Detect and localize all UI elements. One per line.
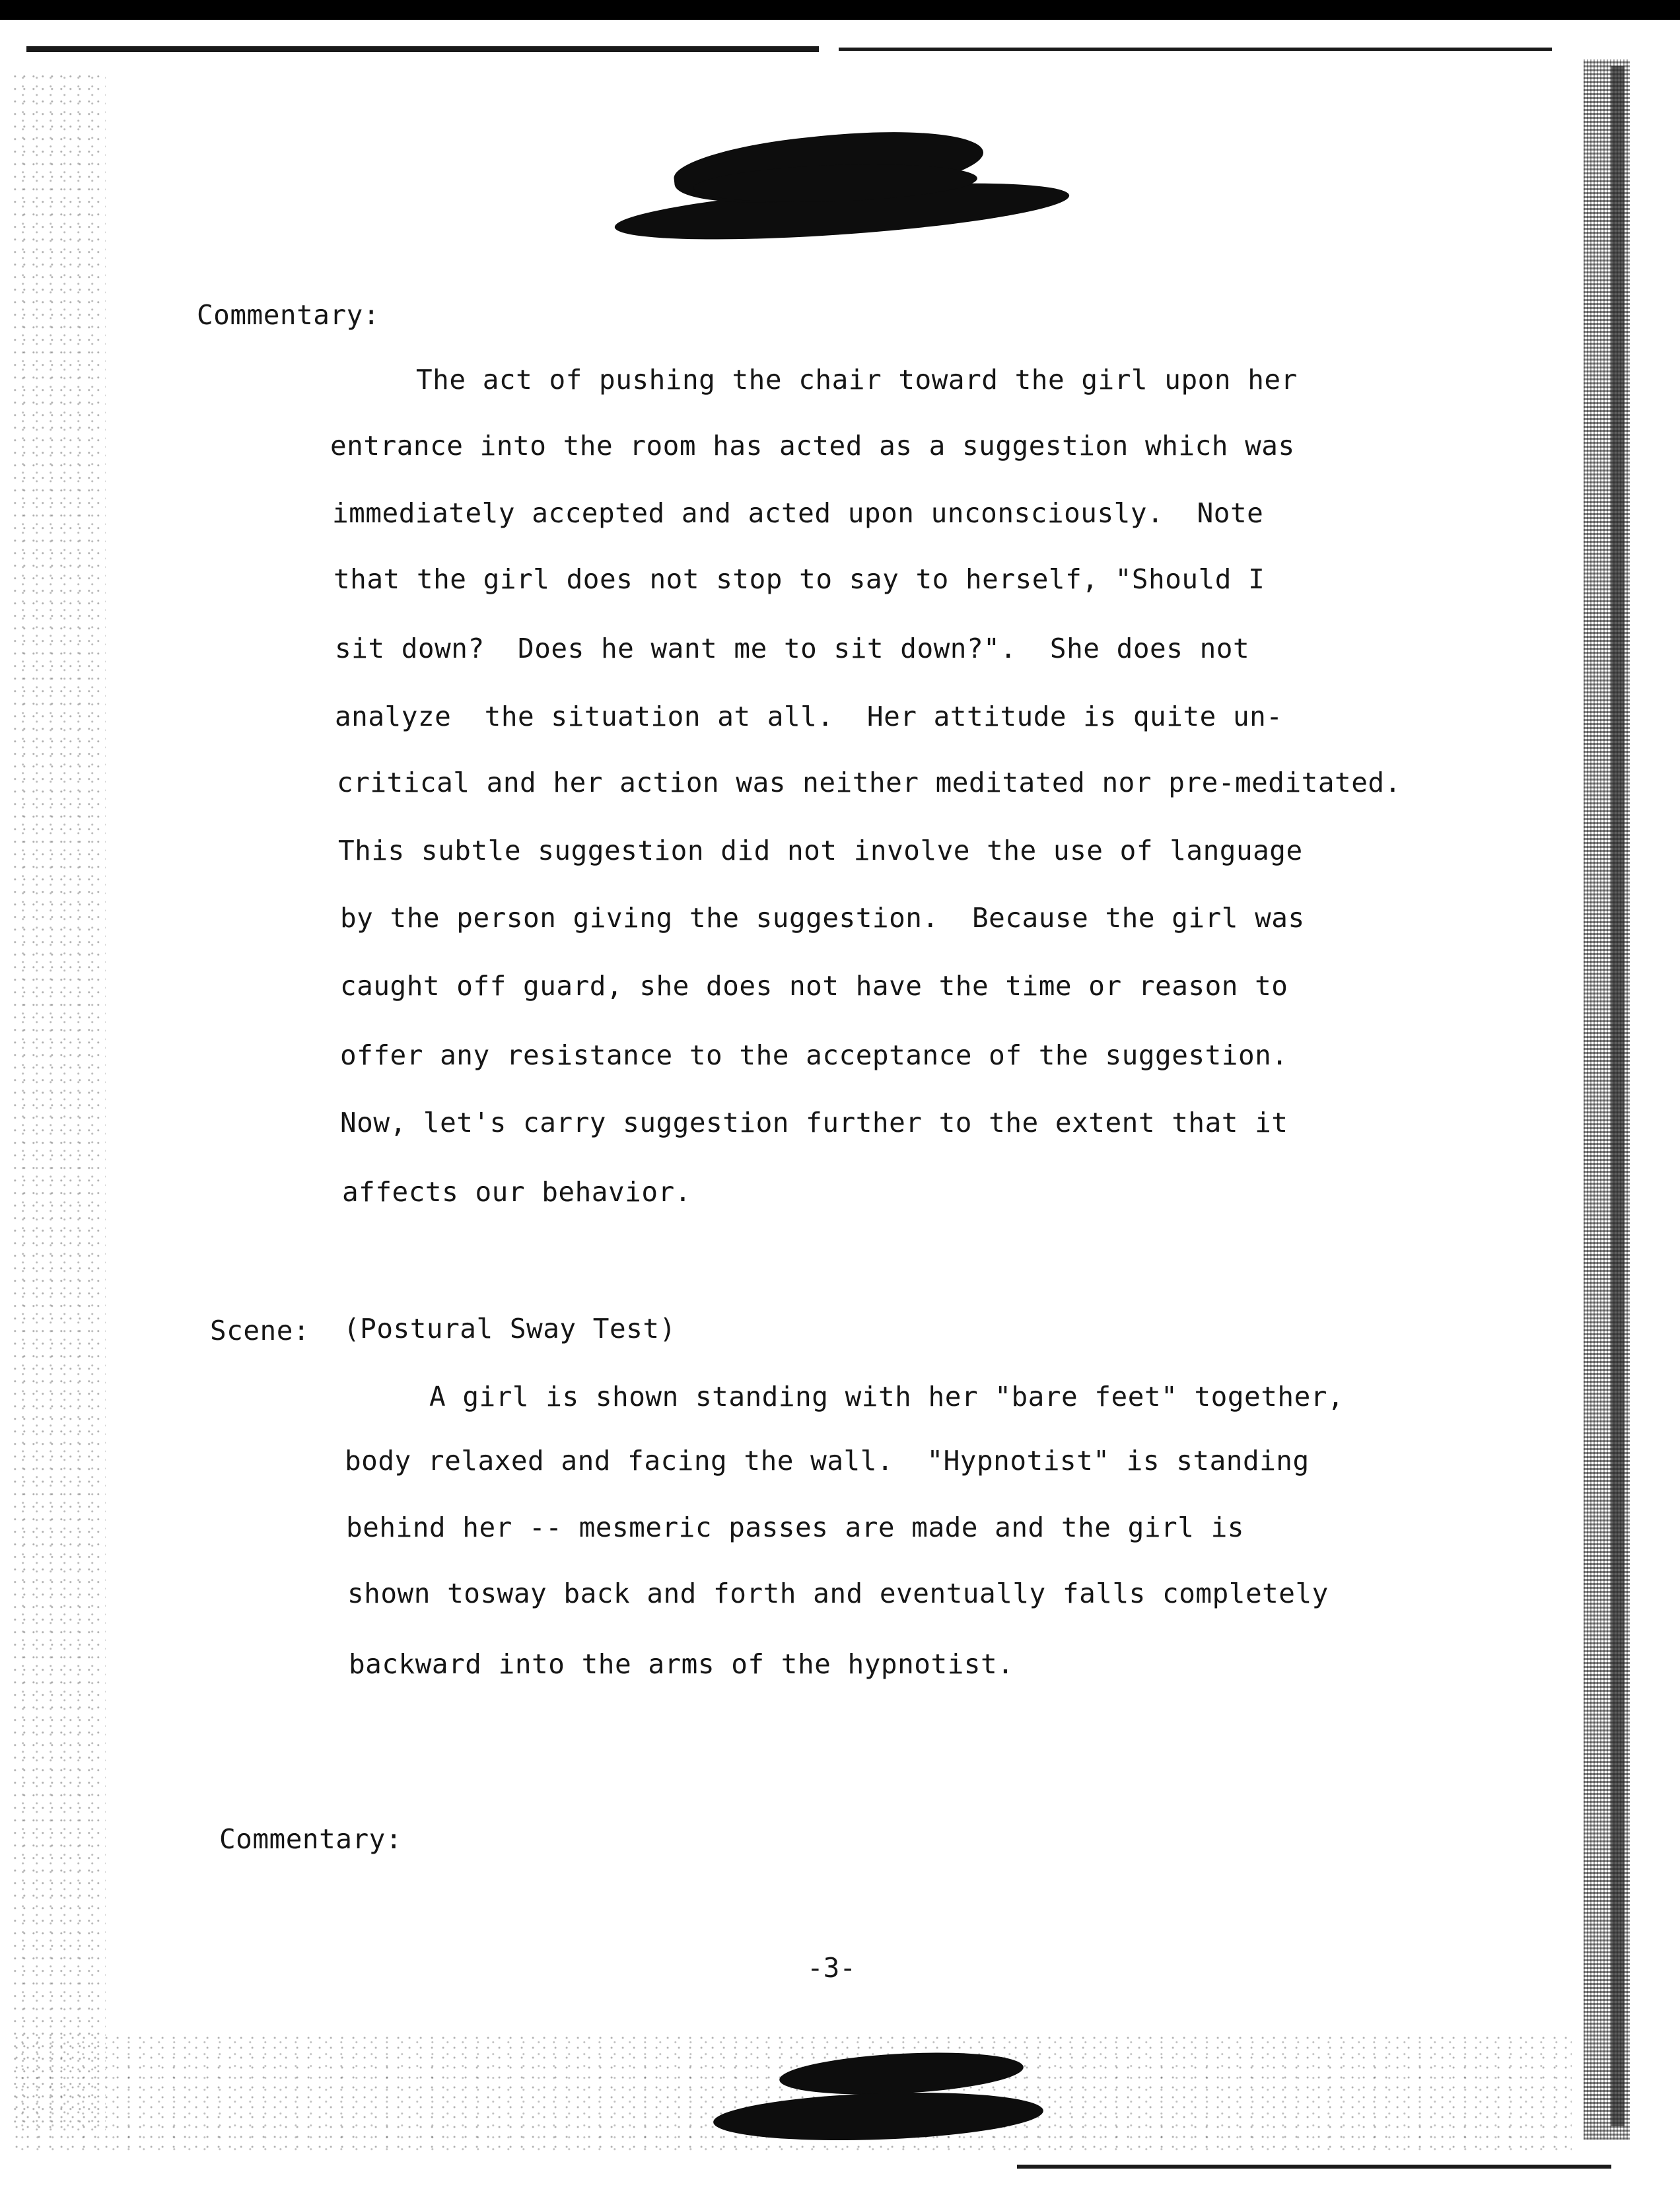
page-number: -3- bbox=[807, 1952, 857, 1984]
paragraph-line: critical and her action was neither meditated nor pre-meditated. bbox=[337, 767, 1401, 798]
paragraph-line: backward into the arms of the hypnotist. bbox=[349, 1648, 1014, 1680]
paragraph-line: The act of pushing the chair toward the girl upon her bbox=[416, 364, 1298, 396]
paragraph-line: caught off guard, she does not have the time or reason to bbox=[340, 970, 1288, 1002]
paragraph-line: Now, let's carry suggestion further to the extent that it bbox=[340, 1107, 1288, 1138]
paragraph-line: shown tosway back and forth and eventually falls completely bbox=[347, 1578, 1329, 1609]
paragraph-line: This subtle suggestion did not involve the use of language bbox=[338, 835, 1303, 866]
paragraph-line: sit down? Does he want me to sit down?". She does not bbox=[335, 633, 1250, 664]
paragraph-line: entrance into the room has acted as a suggestion which was bbox=[330, 430, 1295, 462]
scene-heading: Scene: bbox=[210, 1315, 310, 1346]
paragraph-line: A girl is shown standing with her "bare feet" together, bbox=[429, 1381, 1345, 1412]
paragraph-line: analyze the situation at all. Her attitude is quite un- bbox=[335, 701, 1283, 732]
commentary-heading: Commentary: bbox=[197, 299, 380, 331]
commentary-heading: Commentary: bbox=[219, 1823, 403, 1855]
paragraph-line: affects our behavior. bbox=[342, 1176, 691, 1208]
paragraph-line: behind her -- mesmeric passes are made and the girl is bbox=[346, 1512, 1244, 1543]
paragraph-line: offer any resistance to the acceptance of the suggestion. bbox=[340, 1039, 1288, 1071]
scene-title: (Postural Sway Test) bbox=[343, 1313, 676, 1344]
paragraph-line: body relaxed and facing the wall. "Hypnotist" is standing bbox=[345, 1445, 1310, 1477]
paragraph-line: by the person giving the suggestion. Because the girl was bbox=[340, 902, 1305, 934]
paragraph-line: that the girl does not stop to say to herself, "Should I bbox=[333, 563, 1265, 595]
paragraph-line: immediately accepted and acted upon unconsciously. Note bbox=[332, 497, 1264, 529]
